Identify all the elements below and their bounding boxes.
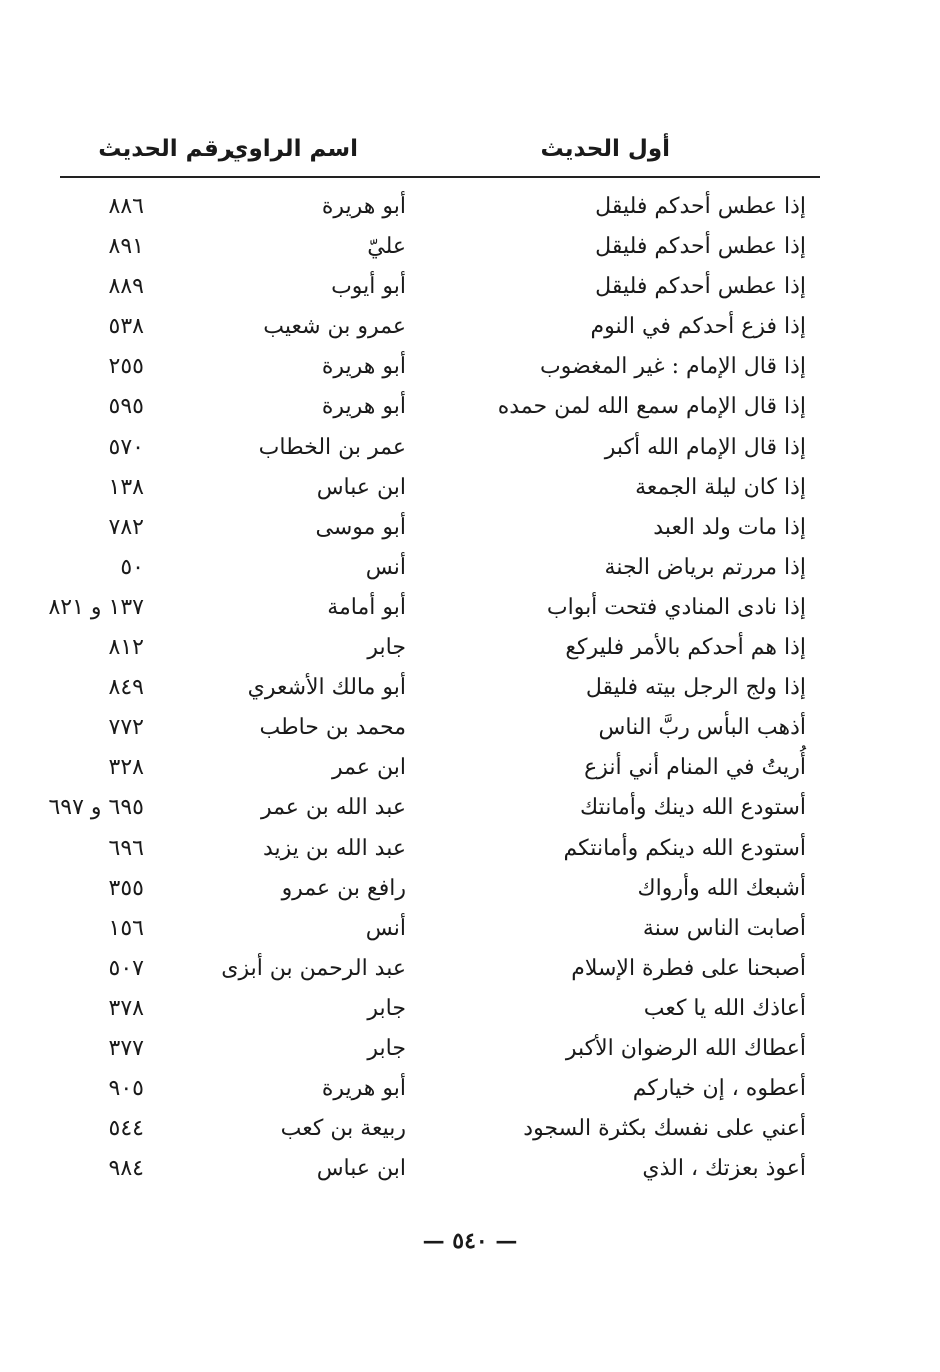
table-row (0, 1112, 940, 1152)
narrator-name: أبو هريرة (321, 1076, 406, 1102)
table-row (0, 471, 940, 511)
table-row (0, 390, 940, 430)
narrator-name: أنس (365, 554, 406, 580)
narrator-name: محمد بن حاطب (259, 715, 406, 741)
table-row (0, 832, 940, 872)
hadith-first-words: أصابت الناس سنة (642, 915, 806, 941)
hadith-first-words: أعاذك الله يا كعب (643, 995, 806, 1021)
table-row (0, 591, 940, 631)
hadith-first-words: إذا مررتم برياض الجنة (604, 554, 806, 580)
hadith-number: ٨٨٦ (108, 194, 144, 219)
narrator-name: جابر (367, 635, 406, 661)
hadith-number: ٥٠٧ (108, 955, 144, 981)
narrator-name: عليّ (367, 234, 406, 260)
hadith-index-table (0, 190, 940, 1192)
table-row (0, 230, 940, 270)
narrator-name: جابر (367, 995, 406, 1021)
hadith-number: ٩٠٥ (108, 1076, 144, 1102)
hadith-first-words: أستودع الله دينك وأمانتك (580, 795, 806, 821)
hadith-number: ٥٠ (120, 554, 144, 580)
narrator-name: ابن عباس (316, 474, 406, 500)
narrator-name: عمرو بن شعيب (263, 314, 406, 340)
table-row (0, 952, 940, 992)
table-row (0, 350, 940, 390)
hadith-first-words: إذا عطس أحدكم فليقل (595, 194, 806, 219)
narrator-name: ابن عمر (332, 755, 406, 781)
narrator-name: عبد الله بن يزيد (263, 835, 406, 861)
table-row (0, 310, 940, 350)
hadith-number: ٣٧٨ (108, 995, 144, 1021)
hadith-number: ٢٥٥ (108, 354, 144, 380)
narrator-name: رافع بن عمرو (281, 875, 406, 901)
table-row (0, 1032, 940, 1072)
hadith-first-words: أعطاك الله الرضوان الأكبر (565, 1035, 806, 1061)
hadith-number: ٥٤٤ (108, 1116, 144, 1142)
hadith-first-words: أعني على نفسك بكثرة السجود (523, 1116, 806, 1142)
table-row (0, 912, 940, 952)
table-row (0, 671, 940, 711)
narrator-name: ربيعة بن كعب (280, 1116, 406, 1142)
narrator-name: عمر بن الخطاب (258, 434, 406, 460)
hadith-first-words: إذا قال الإمام سمع الله لمن حمده (497, 394, 806, 420)
hadith-first-words: إذا نادى المنادي فتحت أبواب (546, 594, 806, 620)
narrator-name: أبو أيوب (331, 274, 406, 300)
table-row (0, 190, 940, 230)
hadith-number: ٨٩١ (108, 234, 144, 260)
page-number: — ٥٤٠ — (422, 1228, 518, 1254)
hadith-first-words: أستودع الله دينكم وأمانتكم (563, 835, 806, 861)
table-row (0, 551, 940, 591)
table-row (0, 1152, 940, 1192)
table-row (0, 631, 940, 671)
narrator-name: أبو هريرة (321, 394, 406, 420)
header-first-words: أول الحديث (540, 136, 670, 162)
hadith-first-words: إذا فزع أحدكم في النوم (590, 314, 806, 340)
hadith-first-words: أعوذ بعزتك ، الذي (642, 1156, 806, 1182)
header-number: رقم الحديث (98, 136, 232, 162)
narrator-name: جابر (367, 1035, 406, 1061)
narrator-name: أبو مالك الأشعري (247, 675, 406, 701)
hadith-first-words: أذهب البأس ربَّ الناس (598, 715, 806, 741)
hadith-first-words: إذا مات ولد العبد (653, 514, 806, 540)
hadith-first-words: إذا عطس أحدكم فليقل (595, 234, 806, 260)
table-row (0, 751, 940, 791)
narrator-name: أبو أمامة (327, 594, 406, 620)
hadith-first-words: إذا عطس أحدكم فليقل (595, 274, 806, 300)
hadith-number: ٥٧٠ (108, 434, 144, 460)
narrator-name: عبد الرحمن بن أبزى (221, 955, 406, 981)
table-row (0, 1072, 940, 1112)
hadith-number: ٩٨٤ (108, 1156, 144, 1182)
hadith-number: ٣٢٨ (108, 755, 144, 781)
hadith-first-words: إذا ولج الرجل بيته فليقل (585, 675, 806, 701)
hadith-number: ٨١٢ (108, 635, 144, 661)
table-row (0, 791, 940, 831)
hadith-number: ٦٩٦ (108, 835, 144, 861)
table-row (0, 992, 940, 1032)
hadith-first-words: إذا كان ليلة الجمعة (635, 474, 806, 500)
narrator-name: أبو موسى (315, 514, 406, 540)
header-narrator: اسم الراوي (227, 136, 358, 162)
hadith-number: ٦٩٥ و ٦٩٧ (48, 795, 144, 821)
hadith-number: ٥٩٥ (108, 394, 144, 420)
hadith-first-words: أعطوه ، إن خياركم (632, 1076, 806, 1102)
hadith-number: ٨٤٩ (108, 675, 144, 701)
hadith-first-words: إذا قال الإمام الله أكبر (604, 434, 806, 460)
header-divider (60, 176, 820, 178)
hadith-number: ٣٥٥ (108, 875, 144, 901)
table-row (0, 872, 940, 912)
hadith-first-words: أُريتُ في المنام أني أنزع (584, 755, 806, 781)
narrator-name: أنس (365, 915, 406, 941)
hadith-number: ١٣٧ و ٨٢١ (48, 594, 144, 620)
narrator-name: عبد الله بن عمر (260, 795, 406, 821)
hadith-number: ٥٣٨ (108, 314, 144, 340)
narrator-name: أبو هريرة (321, 354, 406, 380)
table-row (0, 711, 940, 751)
narrator-name: أبو هريرة (321, 194, 406, 219)
table-row (0, 270, 940, 310)
hadith-number: ١٥٦ (108, 915, 144, 941)
hadith-number: ٧٧٢ (108, 715, 144, 741)
hadith-first-words: أصبحنا على فطرة الإسلام (571, 955, 806, 981)
table-header (60, 136, 820, 176)
hadith-number: ٣٧٧ (108, 1035, 144, 1061)
hadith-number: ٨٨٩ (108, 274, 144, 300)
hadith-number: ٧٨٢ (108, 514, 144, 540)
table-row (0, 511, 940, 551)
hadith-first-words: أشبعك الله وأرواك (637, 875, 806, 901)
table-row (0, 431, 940, 471)
hadith-first-words: إذا هم أحدكم بالأمر فليركع (565, 635, 806, 661)
hadith-first-words: إذا قال الإمام : غير المغضوب (540, 354, 806, 380)
narrator-name: ابن عباس (316, 1156, 406, 1182)
hadith-number: ١٣٨ (108, 474, 144, 500)
